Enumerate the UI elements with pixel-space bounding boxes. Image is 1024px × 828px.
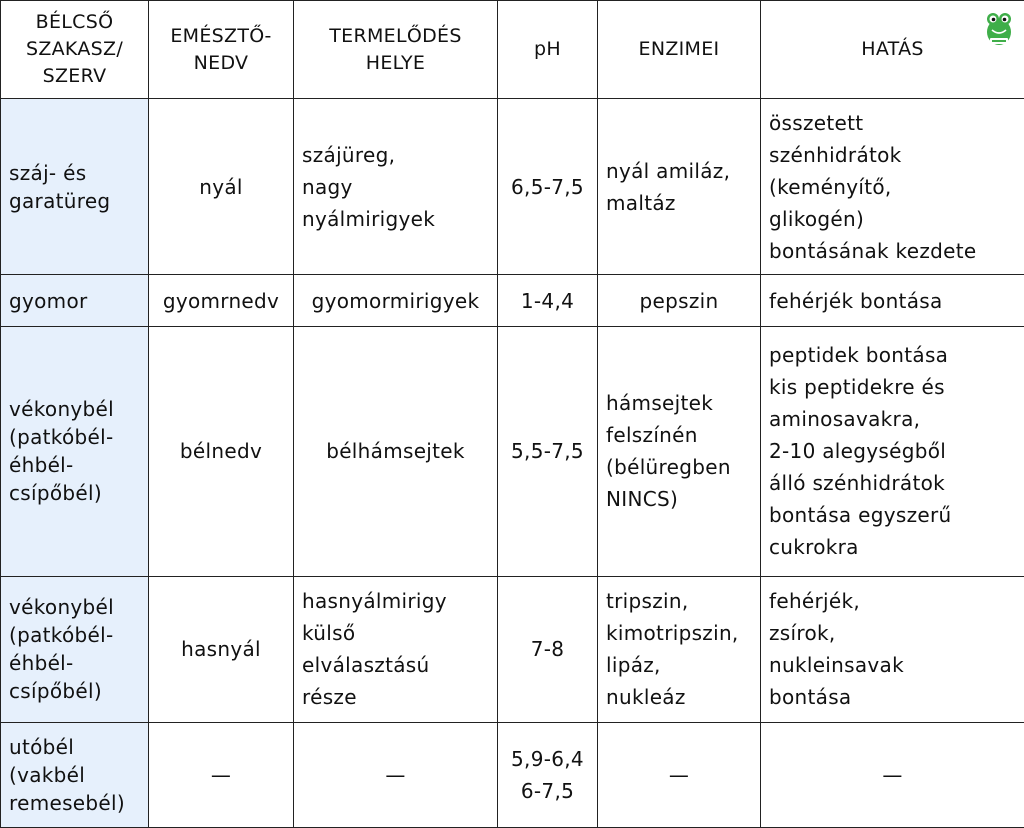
organ-cell-line: éhbél- [9, 453, 74, 478]
enzymes-cell-line: pepszin [639, 288, 719, 313]
enzymes-cell-line: nyál amiláz, [606, 158, 731, 183]
header-organ: BÉLCSŐ SZAKASZ/ SZERV [1, 1, 149, 99]
effect-cell-line: zsírok, [769, 621, 836, 646]
ph-cell-line: 5,5-7,5 [511, 439, 584, 464]
header-row [1, 1, 1024, 99]
effect-cell [761, 327, 1024, 576]
organ-cell-line: vékonybél [9, 595, 115, 620]
juice-cell-line: hasnyál [181, 637, 261, 662]
organ-cell-line: éhbél- [9, 651, 74, 676]
effect-cell-line: szénhidrátok [769, 142, 902, 167]
effect-cell-line: (keményítő, [769, 174, 892, 199]
place-cell [294, 722, 498, 827]
place-cell [294, 99, 498, 275]
table-row [1, 722, 1024, 827]
table-row [1, 576, 1024, 722]
table-row [1, 327, 1024, 576]
organ-cell [1, 275, 149, 327]
place-cell [294, 327, 498, 576]
frog-mascot-icon [982, 8, 1016, 48]
organ-cell [1, 722, 149, 827]
juice-cell [149, 99, 294, 275]
organ-cell-line: (patkóbél- [9, 425, 114, 450]
juice-cell [149, 327, 294, 576]
enzymes-cell-line: felszínén [606, 423, 698, 448]
effect-cell-line: peptidek bontása [769, 343, 949, 368]
juice-cell-line: gyomrnedv [162, 288, 280, 313]
effect-cell [761, 576, 1024, 722]
organ-cell-line: csípőbél) [9, 679, 102, 704]
enzymes-cell-line: — [668, 762, 690, 787]
organ-cell-line: remesebél) [9, 790, 125, 815]
organ-cell-line: gyomor [9, 288, 88, 313]
effect-cell [761, 99, 1024, 275]
place-cell [294, 576, 498, 722]
enzymes-cell-line: NINCS) [606, 487, 679, 512]
place-cell-line: nagy [302, 174, 353, 199]
effect-cell-line: glikogén) [769, 206, 865, 231]
juice-cell-line: bélnedv [179, 439, 263, 464]
ph-cell [498, 722, 598, 827]
organ-cell-line: (vakbél [9, 762, 86, 787]
place-cell-line: hasnyálmirigy [302, 589, 447, 614]
organ-cell [1, 576, 149, 722]
enzymes-cell [598, 99, 761, 275]
place-cell-line: bélhámsejtek [326, 439, 465, 464]
organ-cell-line: száj- és [9, 160, 87, 185]
enzymes-cell [598, 275, 761, 327]
place-cell-line: része [302, 685, 357, 710]
organ-cell-line: vékonybél [9, 397, 115, 422]
juice-cell-line: nyál [199, 174, 243, 199]
enzymes-cell [598, 576, 761, 722]
effect-cell-line: kis peptidekre és [769, 375, 945, 400]
juice-cell [149, 722, 294, 827]
header-enzymes: ENZIMEI [598, 1, 761, 99]
effect-cell-line: bontásának kezdete [769, 238, 977, 263]
effect-cell-line: 2-10 alegységből [769, 439, 947, 464]
enzymes-cell-line: (bélüregben [606, 455, 731, 480]
effect-cell-line: összetett [769, 110, 864, 135]
place-cell [294, 275, 498, 327]
effect-cell-line: — [882, 762, 903, 787]
juice-cell-line: — [210, 762, 232, 787]
enzymes-cell-line: kimotripszin, [606, 621, 739, 646]
effect-cell [761, 722, 1024, 827]
effect-cell-line: fehérjék, [769, 589, 861, 614]
place-cell-line: elválasztású [302, 653, 430, 678]
organ-cell-line: utóbél [9, 734, 75, 759]
ph-cell-line: 6,5-7,5 [511, 174, 584, 199]
enzymes-cell-line: nukleáz [606, 685, 686, 710]
enzymes-cell-line: maltáz [606, 190, 676, 215]
ph-cell-line: 1-4,4 [520, 288, 575, 313]
effect-cell [761, 275, 1024, 327]
effect-cell-line: cukrokra [769, 535, 859, 560]
enzymes-cell-line: hámsejtek [606, 391, 714, 416]
ph-cell [498, 99, 598, 275]
juice-cell [149, 275, 294, 327]
ph-cell [498, 327, 598, 576]
ph-cell-line: 6-7,5 [520, 778, 575, 803]
enzymes-cell [598, 327, 761, 576]
header-effect: HATÁS [761, 1, 1024, 99]
effect-cell-line: bontása egyszerű [769, 503, 952, 528]
enzymes-cell-line: lipáz, [606, 653, 661, 678]
organ-cell [1, 327, 149, 576]
effect-cell-line: aminosavakra, [769, 407, 921, 432]
enzymes-cell-line: tripszin, [606, 589, 689, 614]
header-ph: pH [498, 1, 598, 99]
place-cell-line: külső [302, 621, 356, 646]
ph-cell-line: 7-8 [530, 637, 565, 662]
effect-cell-line: bontása [769, 685, 852, 710]
place-cell-line: gyomormirigyek [311, 288, 480, 313]
organ-cell-line: csípőbél) [9, 481, 102, 506]
ph-cell [498, 275, 598, 327]
table-row [1, 99, 1024, 275]
ph-cell-line: 5,9-6,4 [511, 746, 584, 771]
organ-cell-line: (patkóbél- [9, 623, 114, 648]
organ-cell-line: garatüreg [9, 188, 111, 213]
effect-cell-line: álló szénhidrátok [769, 471, 946, 496]
place-cell-line: nyálmirigyek [302, 206, 436, 231]
enzymes-cell [598, 722, 761, 827]
effect-cell-line: fehérjék bontása [769, 288, 943, 313]
table-row [1, 275, 1024, 327]
ph-cell [498, 576, 598, 722]
organ-cell [1, 99, 149, 275]
place-cell-line: — [385, 762, 406, 787]
header-place: TERMELŐDÉS HELYE [294, 1, 498, 99]
place-cell-line: szájüreg, [302, 142, 396, 167]
header-juice: EMÉSZTŐ- NEDV [149, 1, 294, 99]
juice-cell [149, 576, 294, 722]
effect-cell-line: nukleinsavak [769, 653, 904, 678]
